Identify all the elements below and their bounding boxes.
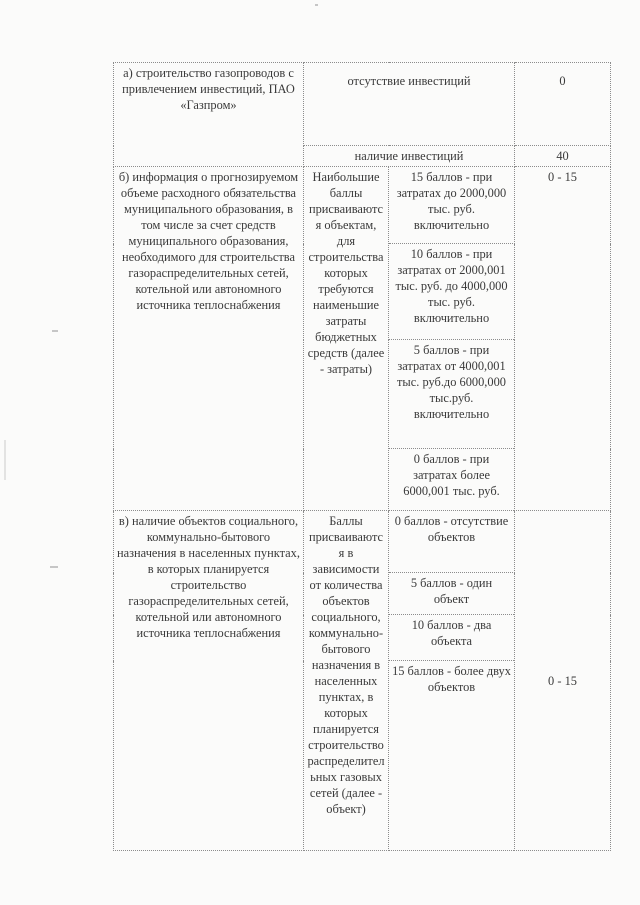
option-text: отсутствие инвестиций [347,74,471,88]
option-text: 15 баллов - при затратах до 2000,000 тыс. руб. включительно [396,170,507,232]
option-text: 5 баллов - один объект [410,576,493,606]
scan-mark [4,440,6,480]
table-row [114,511,611,573]
criterion-text: в) наличие объектов социального, коммунально-бытового назначения в населенных пунктах, в которых планируется строительство газораспределительных сетей, котельной или автономного источника теплоснабжения [117,514,300,640]
method-text: Баллы присваиваются в зависимости от количества объектов социального, коммунально-бытового назначения в населенных пунктах, в которых планируется строительство распределительных газовых сетей (далее - объект) [307,514,385,816]
option-text: 10 баллов - два объекта [411,618,492,648]
score-text: 40 [556,149,569,163]
option-cell [389,449,515,511]
option-cell [304,63,515,146]
score-text: 0 [559,74,566,88]
option-cell [389,573,515,615]
option-cell [389,661,515,851]
criterion-text: а) строительство газопроводов с привлечением инвестиций, ПАО «Газпром» [122,66,295,112]
scan-mark [315,4,318,6]
score-cell [515,167,611,511]
score-cell [515,63,611,146]
score-cell [515,146,611,167]
option-text: 15 баллов - более двух объектов [392,664,511,694]
table-row [114,63,611,146]
option-cell [304,146,515,167]
option-text: 10 баллов - при затратах от 2000,001 тыс. руб. до 4000,000 тыс. руб. включительно [395,247,508,325]
option-cell [389,167,515,244]
score-text: 0 - 15 [548,170,577,184]
criterion-text: б) информация о прогнозируемом объеме расходного обязательства муниципального образования, в том числе за счет средств муниципального образования, необходимого для строительства газораспределительных сетей, котельной или автономного источника теплоснабжения [118,170,299,312]
scan-mark [52,330,58,332]
option-text: 0 баллов - отсутствие объектов [394,514,509,544]
method-cell [304,511,389,851]
criteria-table [113,62,611,851]
method-text: Наибольшие баллы присваиваются объектам, для строительства которых требуются наименьшие затраты бюджетных средств (далее - затраты) [307,170,385,376]
option-cell [389,340,515,449]
option-text: 0 баллов - при затратах более 6000,001 тыс. руб. [403,452,500,498]
scan-mark [50,566,58,568]
criterion-cell [114,511,304,851]
option-cell [389,244,515,340]
table-row [114,167,611,244]
option-text: 5 баллов - при затратах от 4000,001 тыс. руб.до 6000,000 тыс.руб. включительно [397,343,506,421]
score-text: 0 - 15 [548,673,577,688]
option-cell [389,511,515,573]
method-cell [304,167,389,511]
option-cell [389,615,515,661]
criterion-cell [114,63,304,167]
option-text: наличие инвестиций [354,149,464,163]
score-cell [515,511,611,851]
criterion-cell [114,167,304,511]
